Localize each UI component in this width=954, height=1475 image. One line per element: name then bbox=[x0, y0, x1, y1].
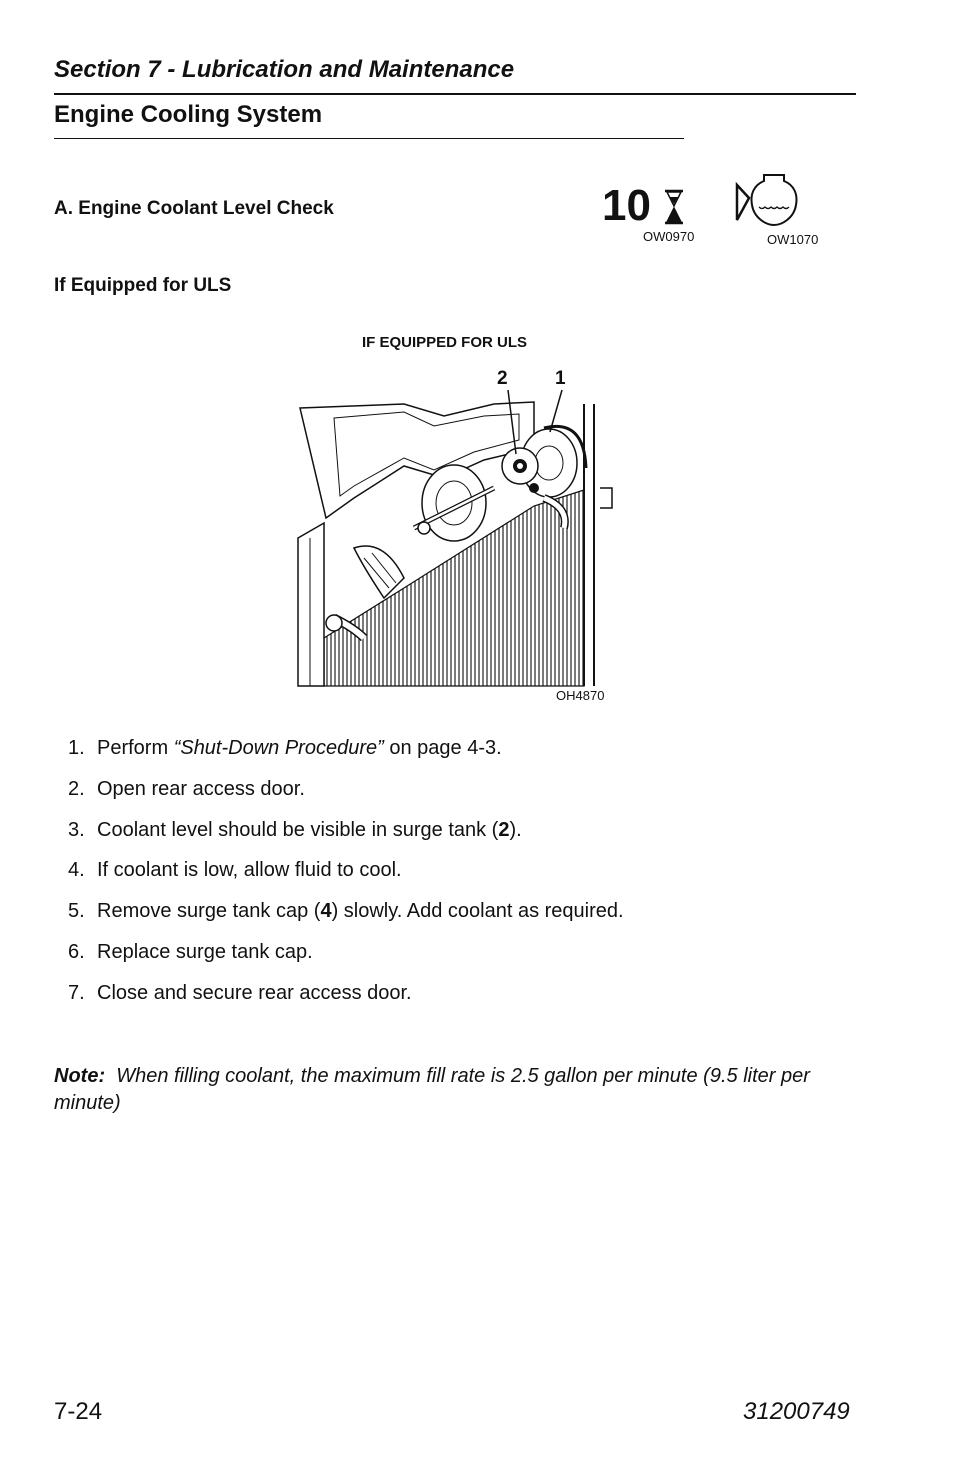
condition-heading: If Equipped for ULS bbox=[54, 275, 232, 296]
interval-hours: 10 bbox=[602, 181, 651, 230]
page-title: Engine Cooling System bbox=[54, 101, 323, 128]
step-5: 5. Remove surge tank cap (4) slowly. Add coolant as required. bbox=[68, 900, 624, 923]
step-1: 1. Perform “Shut-Down Procedure” on page 4-3. bbox=[68, 737, 502, 759]
coolant-reservoir-icon bbox=[734, 172, 800, 230]
page-number: 7-24 bbox=[54, 1398, 103, 1425]
subsection-title: A. Engine Coolant Level Check bbox=[54, 198, 334, 219]
procedure-steps bbox=[68, 734, 624, 1020]
figure-heading: IF EQUIPPED FOR ULS bbox=[362, 334, 528, 351]
section-title: Section 7 - Lubrication and Maintenance bbox=[54, 56, 515, 83]
step-4: 4. If coolant is low, allow fluid to cool. bbox=[68, 859, 402, 882]
radiator-illustration bbox=[294, 388, 618, 688]
title-rule bbox=[54, 138, 684, 139]
callout-2: 2 bbox=[497, 368, 508, 389]
step-2: 2. Open rear access door. bbox=[68, 777, 305, 800]
coolant-icon-code: OW1070 bbox=[767, 232, 819, 247]
note-text: When filling coolant, the maximum fill rate is 2.5 gallon per minute (9.5 liter per minute) bbox=[54, 1065, 810, 1114]
step-3: 3. Coolant level should be visible in surge tank (2). bbox=[68, 818, 522, 841]
doc-number: 31200749 bbox=[743, 1398, 850, 1425]
note-label: Note: bbox=[54, 1065, 106, 1087]
hourglass-icon bbox=[663, 189, 685, 225]
figure-code: OH4870 bbox=[556, 688, 605, 703]
step-6: 6. Replace surge tank cap. bbox=[68, 940, 313, 963]
note bbox=[54, 1063, 854, 1117]
step-7: 7. Close and secure rear access door. bbox=[68, 981, 412, 1004]
section-rule bbox=[54, 93, 856, 95]
hours-icon-code: OW0970 bbox=[643, 229, 695, 244]
callout-1: 1 bbox=[555, 368, 566, 389]
